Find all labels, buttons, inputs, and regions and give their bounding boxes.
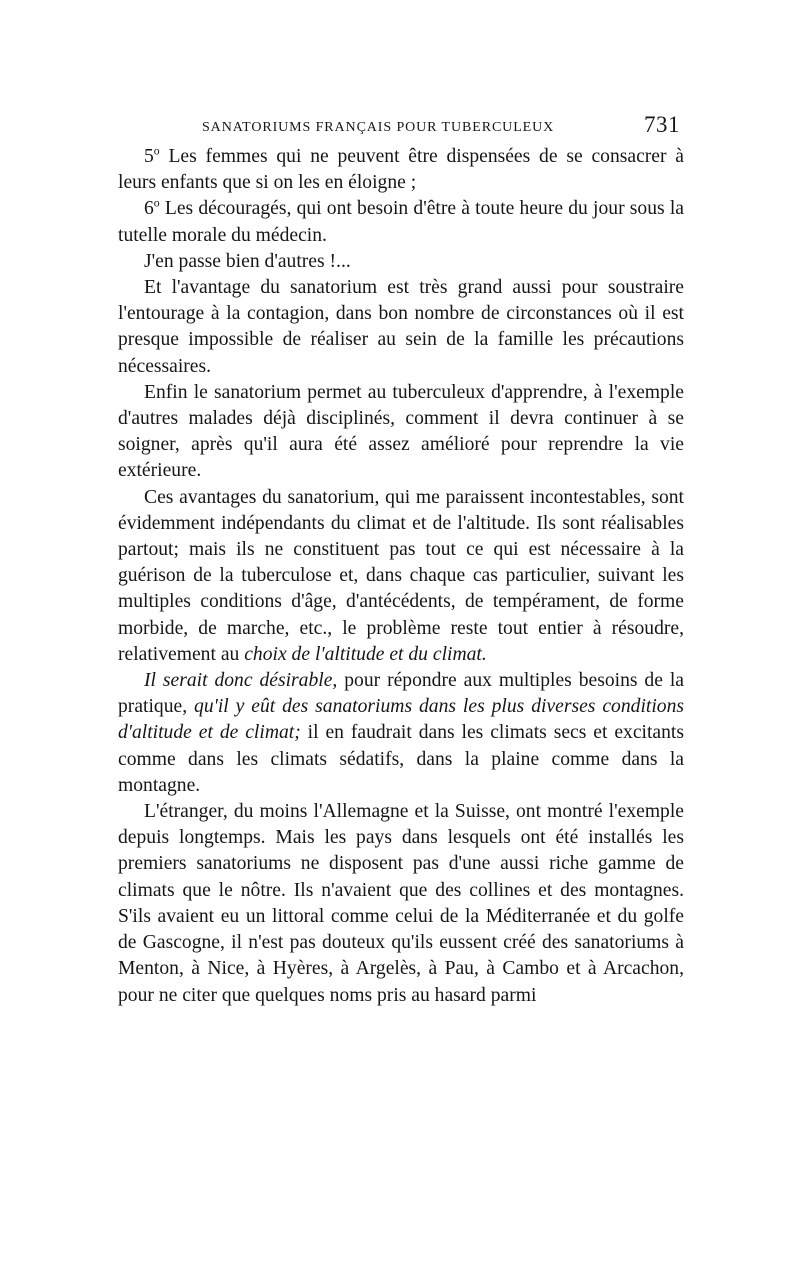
paragraph	[118, 196, 684, 248]
paragraph	[118, 380, 684, 485]
paragraph	[118, 485, 684, 668]
text-segment: L'étranger, du moins l'Allemagne et la Suisse, ont montré l'exemple depuis longtemps. Mais les pays dans lesquels ont été installés les premiers sanatoriums ne disposent pas d'une aussi riche gamme de climats que le nôtre. Ils n'avaient que des collines et des montagnes. S'ils avaient eu un littoral comme celui de la Méditerranée et du golfe de Gascogne, il n'est pas douteux qu'ils eussent créé des sanatoriums à Menton, à Nice, à Hyères, à Argelès, à Pau, à Cambo et à Arcachon, pour ne citer que quelques noms pris au hasard parmi	[118, 801, 684, 1006]
paragraph	[118, 668, 684, 799]
text-segment: Ces avantages du sanatorium, qui me paraissent incontestables, sont évidemment indépendants du climat et de l'altitude. Ils sont réalisables partout; mais ils ne constituent pas tout ce qui est nécessaire à la guérison de la tuberculose et, dans chaque cas particulier, suivant les multiples conditions d'âge, d'antécédents, de tempérament, de forme morbide, de marche, etc., le problème reste tout entier à résoudre, relativement au	[118, 486, 684, 665]
text-segment: Enfin le sanatorium permet au tuberculeux d'apprendre, à l'exemple d'autres malades déjà disciplinés, comment il devra continuer à se soigner, après qu'il aura été assez amélioré pour reprendre la vie extérieure.	[118, 381, 684, 482]
text-segment: J'en passe bien d'autres !...	[144, 250, 351, 272]
text-segment: Et l'avantage du sanatorium est très grand aussi pour soustraire l'entourage à la contagion, dans bon nombre de circonstances où il est presque impossible de réaliser au sein de la famille les précautions nécessaires.	[118, 277, 684, 377]
text-segment: 5	[144, 146, 154, 167]
paragraph	[118, 144, 684, 196]
body-text	[118, 144, 684, 1009]
paragraph	[118, 275, 684, 380]
text-segment: il en faudrait dans les climats secs et excitants comme dans les climats sédatifs, dans la plaine comme dans la montagne.	[118, 722, 684, 796]
page-header	[118, 108, 684, 144]
italic-text: qu'il y eût des sanatoriums dans les plus diverses conditions d'altitude et de climat;	[118, 696, 684, 744]
text-segment: Les découragés, qui ont besoin d'être à toute heure du jour sous la tutelle morale du médecin.	[118, 198, 684, 246]
page-number: 731	[644, 112, 680, 137]
text-segment: pour répondre aux multiples besoins de la pratique,	[118, 670, 684, 718]
running-title: SANATORIUMS FRANÇAIS POUR TUBERCULEUX	[202, 120, 555, 135]
paragraph	[118, 799, 684, 1009]
text-segment: Les femmes qui ne peuvent être dispensées de se consacrer à leurs enfants que si on les en éloigne ;	[118, 146, 684, 194]
paragraph	[118, 249, 684, 275]
ordinal-superscript: o	[153, 144, 160, 158]
italic-text: choix de l'altitude et du climat.	[244, 643, 487, 665]
ordinal-superscript: o	[153, 196, 160, 210]
italic-text: Il serait donc désirable,	[144, 670, 338, 692]
text-segment: 6	[144, 198, 154, 220]
book-page	[118, 108, 684, 1009]
